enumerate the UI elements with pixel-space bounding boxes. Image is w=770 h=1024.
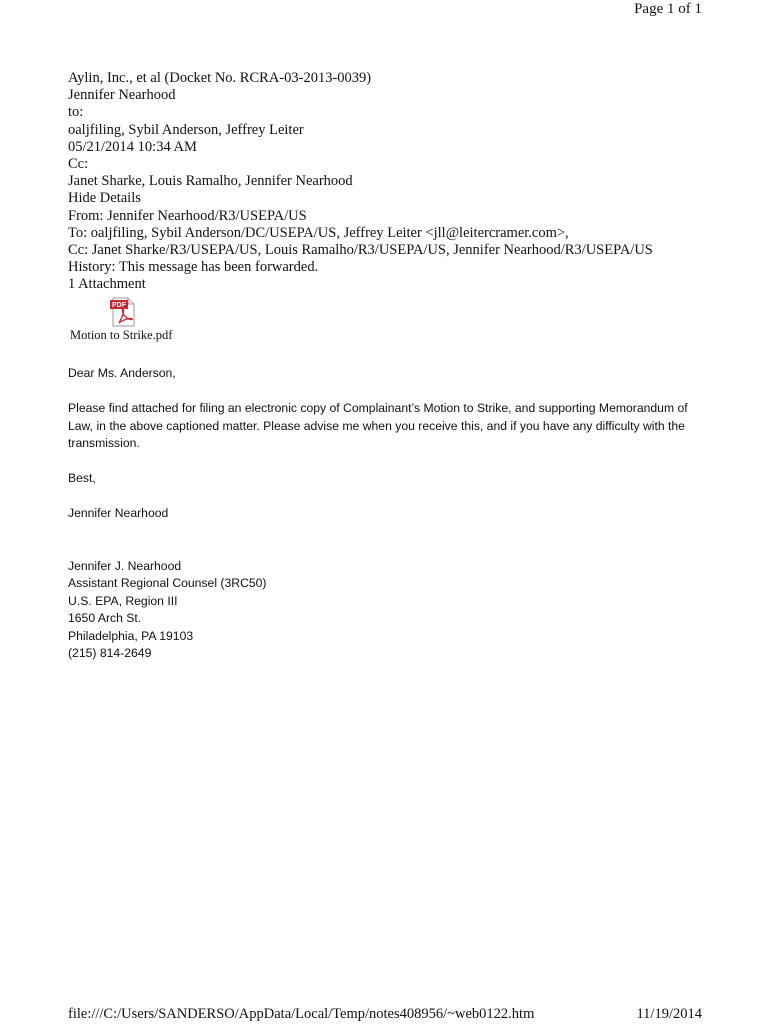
page-number: Page 1 of 1 [634, 1, 702, 17]
cc-full: Cc: Janet Sharke/R3/USEPA/US, Louis Ramalho/R3/USEPA/US, Jennifer Nearhood/R3/USEPA/US [68, 242, 653, 259]
cc-label: Cc: [68, 156, 89, 173]
footer-date: 11/19/2014 [636, 1006, 702, 1022]
greeting: Dear Ms. Anderson, [68, 366, 176, 380]
footer-file-path: file:///C:/Users/SANDERSO/AppData/Local/Temp/notes408956/~web0122.htm [68, 1006, 535, 1022]
email-body [68, 365, 708, 663]
body-paragraph: Please find attached for filing an electronic copy of Complainant’s Motion to Strike, and supporting Memorandum of Law, in the above captioned matter. Please advise me when you receive this, and if you have any difficulty with the transmission. [68, 401, 688, 450]
closing: Best, [68, 471, 96, 485]
to-recipients[interactable]: oaljfiling, Sybil Anderson, Jeffrey Leiter [68, 121, 304, 138]
signature-line: 1650 Arch St. [68, 611, 142, 625]
signature-line: Assistant Regional Counsel (3RC50) [68, 576, 267, 590]
from-full: From: Jennifer Nearhood/R3/USEPA/US [68, 207, 307, 224]
pdf-file-icon[interactable] [110, 297, 136, 327]
history-note: History: This message has been forwarded. [68, 259, 319, 276]
signature-line: Jennifer J. Nearhood [68, 558, 182, 573]
email-subject: Aylin, Inc., et al (Docket No. RCRA-03-2013-0039) [68, 70, 372, 86]
signature-line: U.S. EPA, Region III [68, 593, 178, 608]
to-full: To: oaljfiling, Sybil Anderson/DC/USEPA/US, Jeffrey Leiter <jll@leitercramer.com>, [68, 224, 569, 241]
pdf-label: PDF [112, 302, 126, 310]
attachment-filename[interactable]: Motion to Strike.pdf [70, 328, 173, 342]
email-header [68, 70, 748, 294]
signature-line: (215) 814-2649 [68, 646, 152, 660]
attachment-count: 1 Attachment [68, 276, 146, 293]
cc-recipients[interactable]: Janet Sharke, Louis Ramalho, Jennifer Nearhood [68, 173, 353, 190]
signoff: Jennifer Nearhood [68, 506, 169, 520]
email-datetime: 05/21/2014 10:34 AM [68, 138, 197, 155]
email-sender[interactable]: Jennifer Nearhood [68, 87, 176, 104]
signature-block [68, 558, 708, 663]
hide-details-link[interactable]: Hide Details [68, 190, 141, 207]
to-label: to: [68, 104, 84, 121]
signature-line: Philadelphia, PA 19103 [68, 628, 194, 643]
